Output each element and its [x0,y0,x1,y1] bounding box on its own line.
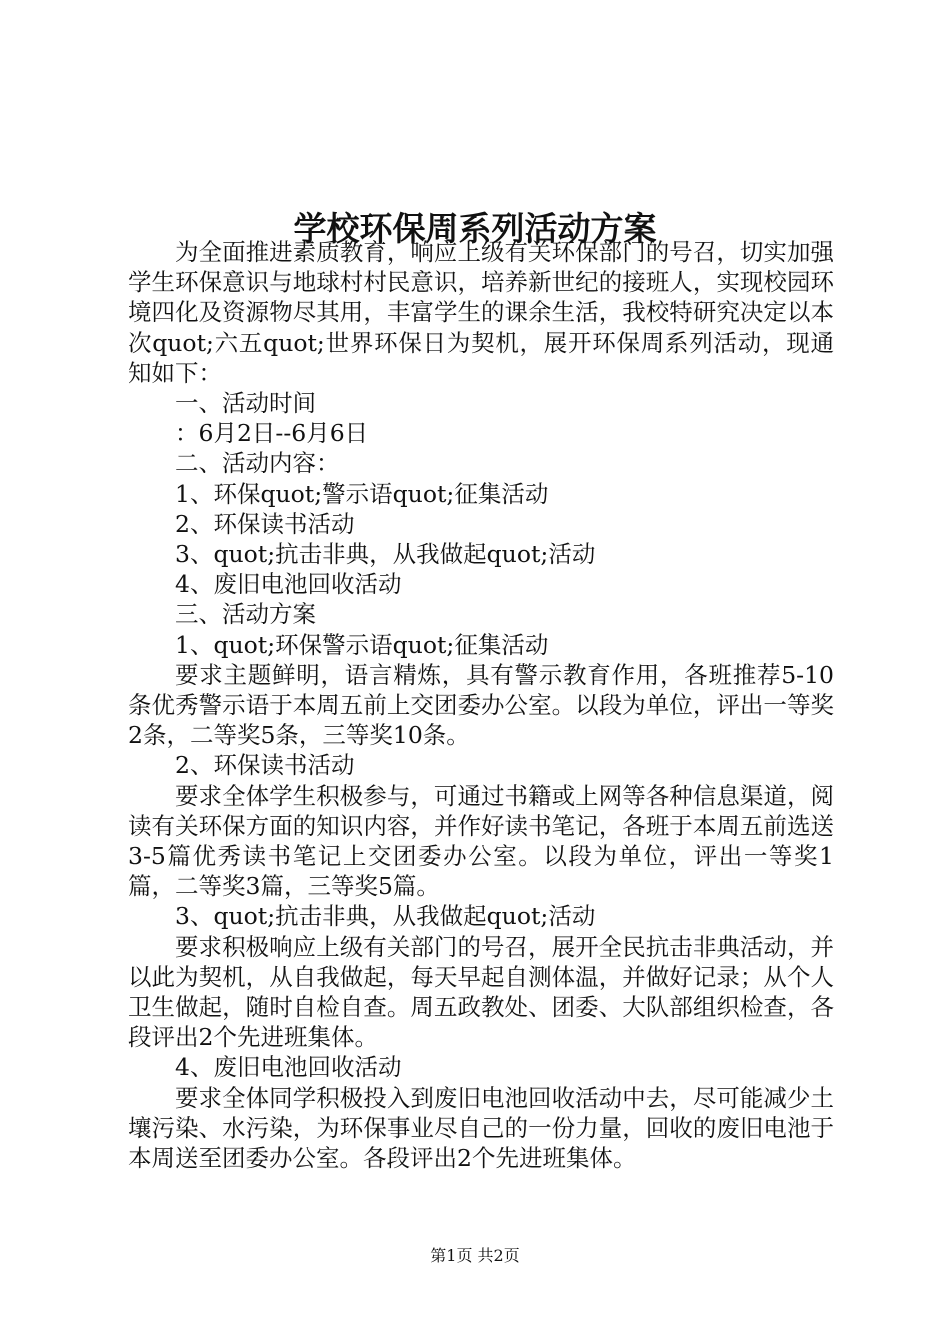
section1-heading: 一、活动时间 [175,389,316,418]
plan-text: 要求主题鲜明，语言精炼，具有警示教育作用，各班推荐5-10条优秀警示语于本周五前上交团委办公室。以段为单位，评出一等奖2条，二等奖5条，三等奖10条。 [128,660,834,750]
document-body [128,237,834,1173]
plan-heading: 4、废旧电池回收活动 [175,1053,402,1082]
plan-heading: 3、quot;抗击非典，从我做起quot;活动 [175,902,596,931]
plan-heading: 1、quot;环保警示语quot;征集活动 [175,630,549,659]
plan-text: 要求积极响应上级有关部门的号召，展开全民抗击非典活动，并以此为契机，从自我做起，每天早起自测体温，并做好记录；从个人卫生做起，随时自检自查。周五政教处、团委、大队部组织检查，各段评出2个先进班集体。 [128,932,834,1052]
content-item: 2、环保读书活动 [175,509,355,538]
intro-paragraph: 为全面推进素质教育，响应上级有关环保部门的号召，切实加强学生环保意识与地球村村民意识，培养新世纪的接班人，实现校园环境四化及资源物尽其用，丰富学生的课余生活，我校特研究决定以本次quot;六五quot;世界环保日为契机，展开环保周系列活动，现通知如下： [128,238,834,387]
section1-time: ：6月2日--6月6日 [175,419,369,448]
document-title: 学校环保周系列活动方案 [293,209,657,249]
plan-text: 要求全体学生积极参与，可通过书籍或上网等各种信息渠道，阅读有关环保方面的知识内容，并作好读书笔记，各班于本周五前选送3-5篇优秀读书笔记上交团委办公室。以段为单位，评出一等奖1篇，二等奖3篇，三等奖5篇。 [128,781,834,901]
section2-heading: 二、活动内容： [175,449,340,478]
section3-heading: 三、活动方案 [175,600,316,629]
content-item: 3、quot;抗击非典，从我做起quot;活动 [175,540,596,569]
plan-heading: 2、环保读书活动 [175,751,355,780]
page-footer: 第1页 共2页 [430,1246,520,1265]
content-item: 4、废旧电池回收活动 [175,570,402,599]
plan-text: 要求全体同学积极投入到废旧电池回收活动中去，尽可能减少土壤污染、水污染，为环保事业尽自己的一份力量，回收的废旧电池于本周送至团委办公室。各段评出2个先进班集体。 [128,1083,834,1173]
content-item: 1、环保quot;警示语quot;征集活动 [175,479,549,508]
